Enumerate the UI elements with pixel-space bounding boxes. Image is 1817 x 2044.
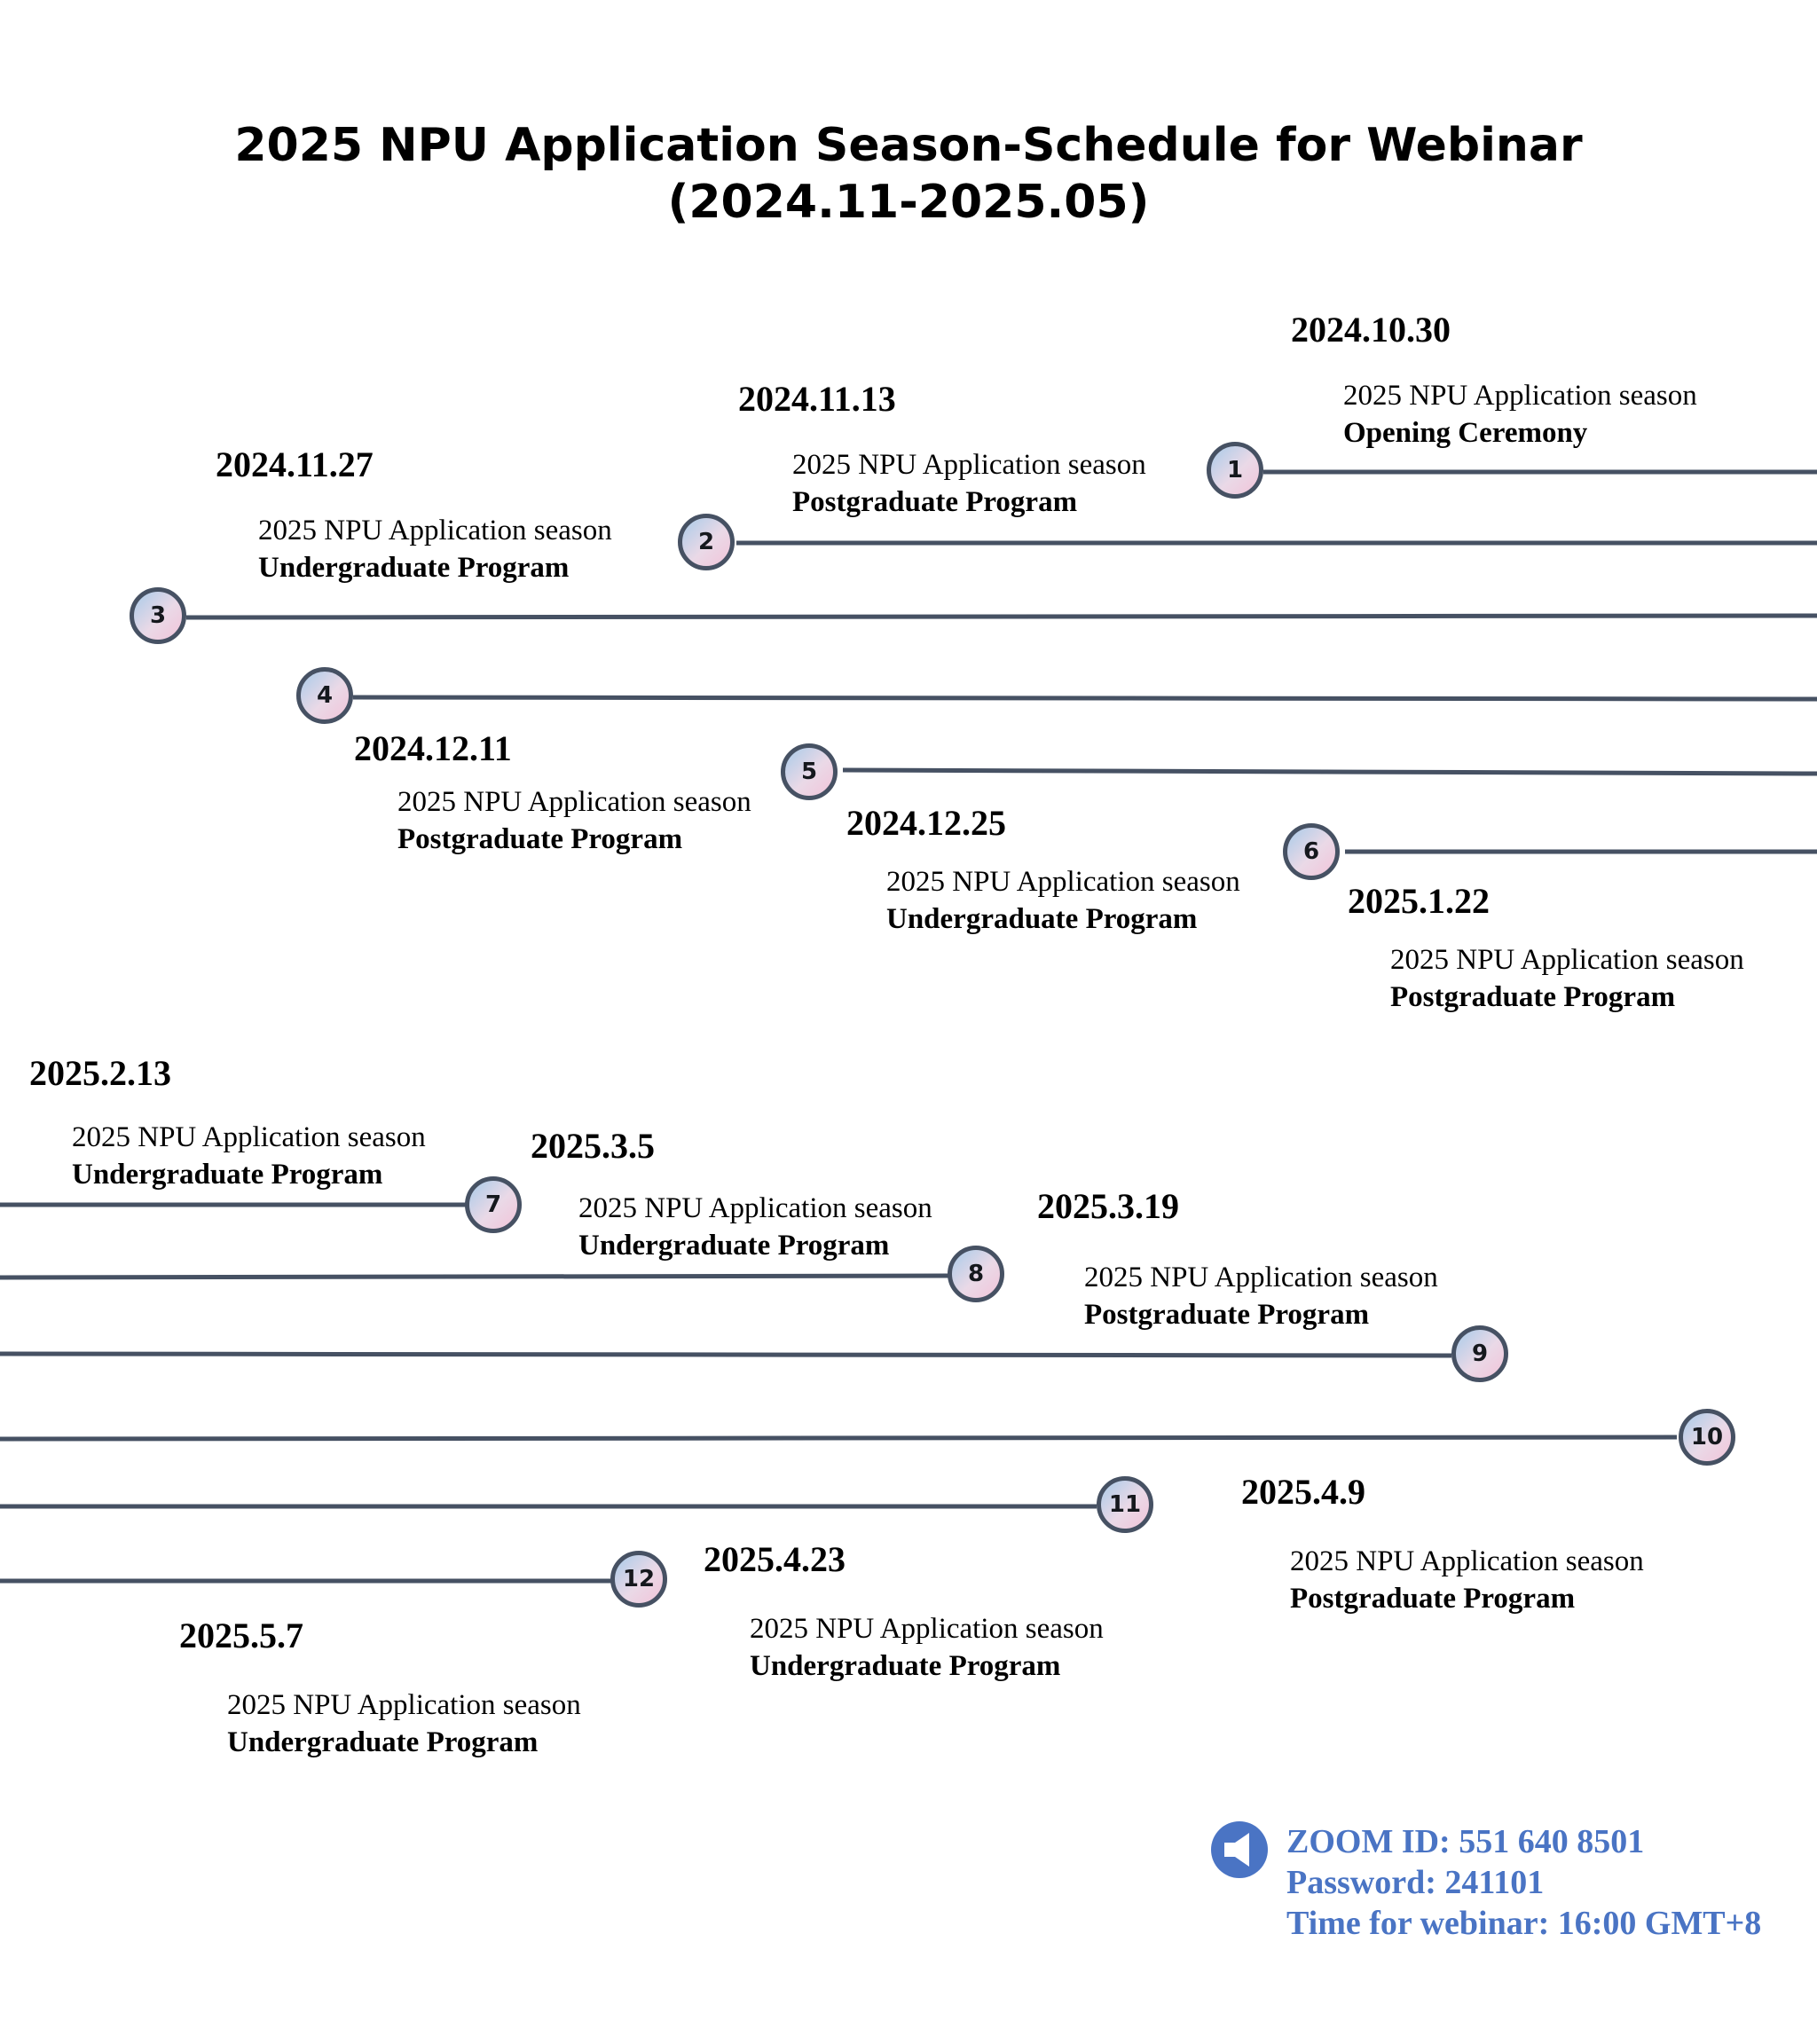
zoom-password: Password: 241101 (1286, 1864, 1545, 1901)
speaker-icon (1210, 1820, 1269, 1879)
event-date-2: 2024.11.13 (738, 379, 896, 419)
event-line2-9: Postgraduate Program (1084, 1299, 1370, 1331)
timeline-node-2: 2 (678, 514, 735, 570)
event-date-9: 2025.3.19 (1037, 1186, 1179, 1226)
event-line2-11: Postgraduate Program (1290, 1583, 1576, 1615)
event-date-6: 2025.1.22 (1348, 881, 1490, 921)
timeline-node-8: 8 (948, 1246, 1004, 1302)
event-date-11: 2025.4.9 (1241, 1472, 1365, 1512)
zoom-id: ZOOM ID: 551 640 8501 (1286, 1823, 1645, 1860)
event-line1-5: 2025 NPU Application season (886, 866, 1240, 898)
event-line1-4: 2025 NPU Application season (397, 786, 751, 818)
event-line2-1: Opening Ceremony (1343, 417, 1588, 449)
timeline-node-4: 4 (296, 667, 353, 724)
page-subtitle: (2024.11-2025.05) (667, 176, 1150, 229)
event-line1-2: 2025 NPU Application season (792, 449, 1146, 481)
event-line1-6: 2025 NPU Application season (1390, 944, 1744, 976)
event-line1-7: 2025 NPU Application season (72, 1121, 426, 1153)
timeline-line-8 (0, 1276, 949, 1278)
event-line1-8: 2025 NPU Application season (578, 1192, 932, 1224)
event-date-5: 2024.12.25 (846, 803, 1006, 843)
timeline-node-9: 9 (1451, 1325, 1508, 1382)
timeline-node-7: 7 (465, 1176, 522, 1233)
event-line1-9: 2025 NPU Application season (1084, 1262, 1438, 1293)
timeline-line-9 (0, 1354, 1451, 1356)
event-line2-3: Undergraduate Program (258, 552, 570, 584)
event-date-8: 2025.3.5 (531, 1126, 655, 1166)
event-date-12: 2025.4.23 (704, 1539, 846, 1579)
timeline-node-10: 10 (1679, 1409, 1735, 1466)
event-line1-12: 2025 NPU Application season (750, 1613, 1104, 1645)
event-date-13: 2025.5.7 (179, 1616, 303, 1655)
event-line1-1: 2025 NPU Application season (1343, 380, 1697, 412)
event-line2-2: Postgraduate Program (792, 486, 1078, 518)
event-line1-13: 2025 NPU Application season (227, 1689, 581, 1721)
timeline-line-4 (353, 697, 1817, 699)
timeline-node-6: 6 (1283, 823, 1340, 880)
timeline-line-5 (843, 770, 1817, 774)
webinar-time: Time for webinar: 16:00 GMT+8 (1286, 1905, 1762, 1942)
page-title: 2025 NPU Application Season-Schedule for Webinar (234, 119, 1583, 172)
timeline-node-12: 12 (610, 1551, 667, 1608)
event-line2-13: Undergraduate Program (227, 1726, 539, 1758)
timeline-node-3: 3 (130, 587, 186, 644)
timeline-node-11: 11 (1097, 1476, 1153, 1533)
event-line1-3: 2025 NPU Application season (258, 515, 612, 546)
event-line2-5: Undergraduate Program (886, 903, 1198, 935)
event-date-1: 2024.10.30 (1291, 310, 1451, 350)
timeline-line-3 (186, 616, 1817, 617)
event-line2-6: Postgraduate Program (1390, 981, 1676, 1013)
event-date-4: 2024.12.11 (354, 728, 512, 768)
event-line2-4: Postgraduate Program (397, 823, 683, 855)
timeline-node-5: 5 (781, 743, 838, 800)
event-line2-12: Undergraduate Program (750, 1650, 1061, 1682)
event-line2-7: Undergraduate Program (72, 1159, 383, 1191)
event-line2-8: Undergraduate Program (578, 1230, 890, 1262)
timeline-line-10 (0, 1437, 1677, 1439)
event-date-3: 2024.11.27 (216, 444, 374, 484)
event-line1-11: 2025 NPU Application season (1290, 1545, 1644, 1577)
timeline-node-1: 1 (1207, 442, 1263, 499)
event-date-7: 2025.2.13 (29, 1053, 171, 1093)
